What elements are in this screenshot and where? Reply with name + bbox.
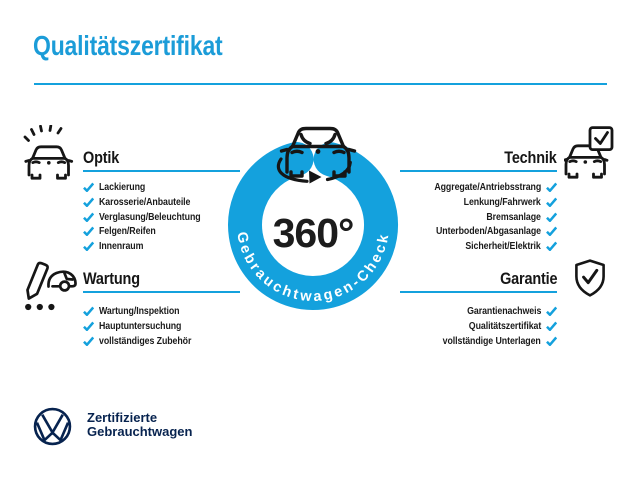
rotation-arrowhead xyxy=(309,171,322,184)
checklist-item-label: Verglasung/Beleuchtung xyxy=(99,210,201,223)
section-title-garantie: Garantie xyxy=(499,269,557,288)
check-icon xyxy=(546,321,557,331)
checklist-item-label: Unterboden/Abgasanlage xyxy=(436,225,541,238)
checklist-item-label: Bremsanlage xyxy=(486,210,541,223)
section-title-technik: Technik xyxy=(504,148,557,167)
brand-wordmark xyxy=(87,411,192,439)
checklist-item-label: Lenkung/Fahrwerk xyxy=(463,196,541,209)
section-title-optik: Optik xyxy=(83,148,120,167)
checklist-item-label: vollständiges Zubehör xyxy=(99,334,192,347)
checklist-item-label: Hauptuntersuchung xyxy=(99,320,182,333)
degrees-label: 360° xyxy=(272,210,354,256)
check-icon xyxy=(83,336,94,346)
check-icon xyxy=(83,212,94,222)
check-icon xyxy=(546,212,557,222)
checklist-item-label: Innenraum xyxy=(99,240,144,253)
shining-car-icon xyxy=(23,125,75,181)
ring-label: Gebrauchtwagen-Check xyxy=(233,230,393,306)
check-icon xyxy=(83,197,94,207)
section-rule-technik xyxy=(400,170,557,172)
brand-line-1: Zertifizierte xyxy=(87,410,158,425)
checklist-item-label: Garantienachweis xyxy=(466,305,541,318)
checklist-item-label: Aggregate/Antriebsstrang xyxy=(434,181,541,194)
section-rule-garantie xyxy=(400,291,557,293)
section-rule-wartung xyxy=(83,291,240,293)
checklist-item-label: Felgen/Reifen xyxy=(99,225,156,238)
checklist-item-label: Qualitätszertifikat xyxy=(468,320,541,333)
page-title: Qualitätszertifikat xyxy=(33,30,223,61)
shield-check-icon xyxy=(574,259,606,297)
section-rule-optik xyxy=(83,170,240,172)
check-icon xyxy=(546,197,557,207)
checklist-item-label: Sicherheit/Elektrik xyxy=(465,240,541,253)
brand-line-2: Gebrauchtwagen xyxy=(87,424,193,439)
check-icon xyxy=(546,182,557,192)
check-icon xyxy=(546,336,557,346)
check-icon xyxy=(83,226,94,236)
check-icon xyxy=(546,241,557,251)
checklist-item-label: Karosserie/Anbauteile xyxy=(99,196,191,209)
checklist-item-label: Lackierung xyxy=(99,181,146,194)
vw-logo xyxy=(32,406,73,447)
section-title-wartung: Wartung xyxy=(83,269,140,288)
check-icon xyxy=(546,306,557,316)
check-icon xyxy=(83,321,94,331)
car-checkbox-icon xyxy=(564,126,614,182)
checklist-item-label: Wartung/Inspektion xyxy=(99,305,180,318)
title-divider xyxy=(34,83,607,85)
check-icon xyxy=(83,241,94,251)
check-icon xyxy=(83,182,94,192)
check-icon xyxy=(546,226,557,236)
service-checklist-icon xyxy=(21,256,77,314)
center-badge xyxy=(223,118,403,358)
check-icon xyxy=(83,306,94,316)
checklist-item-label: vollständige Unterlagen xyxy=(442,334,541,347)
